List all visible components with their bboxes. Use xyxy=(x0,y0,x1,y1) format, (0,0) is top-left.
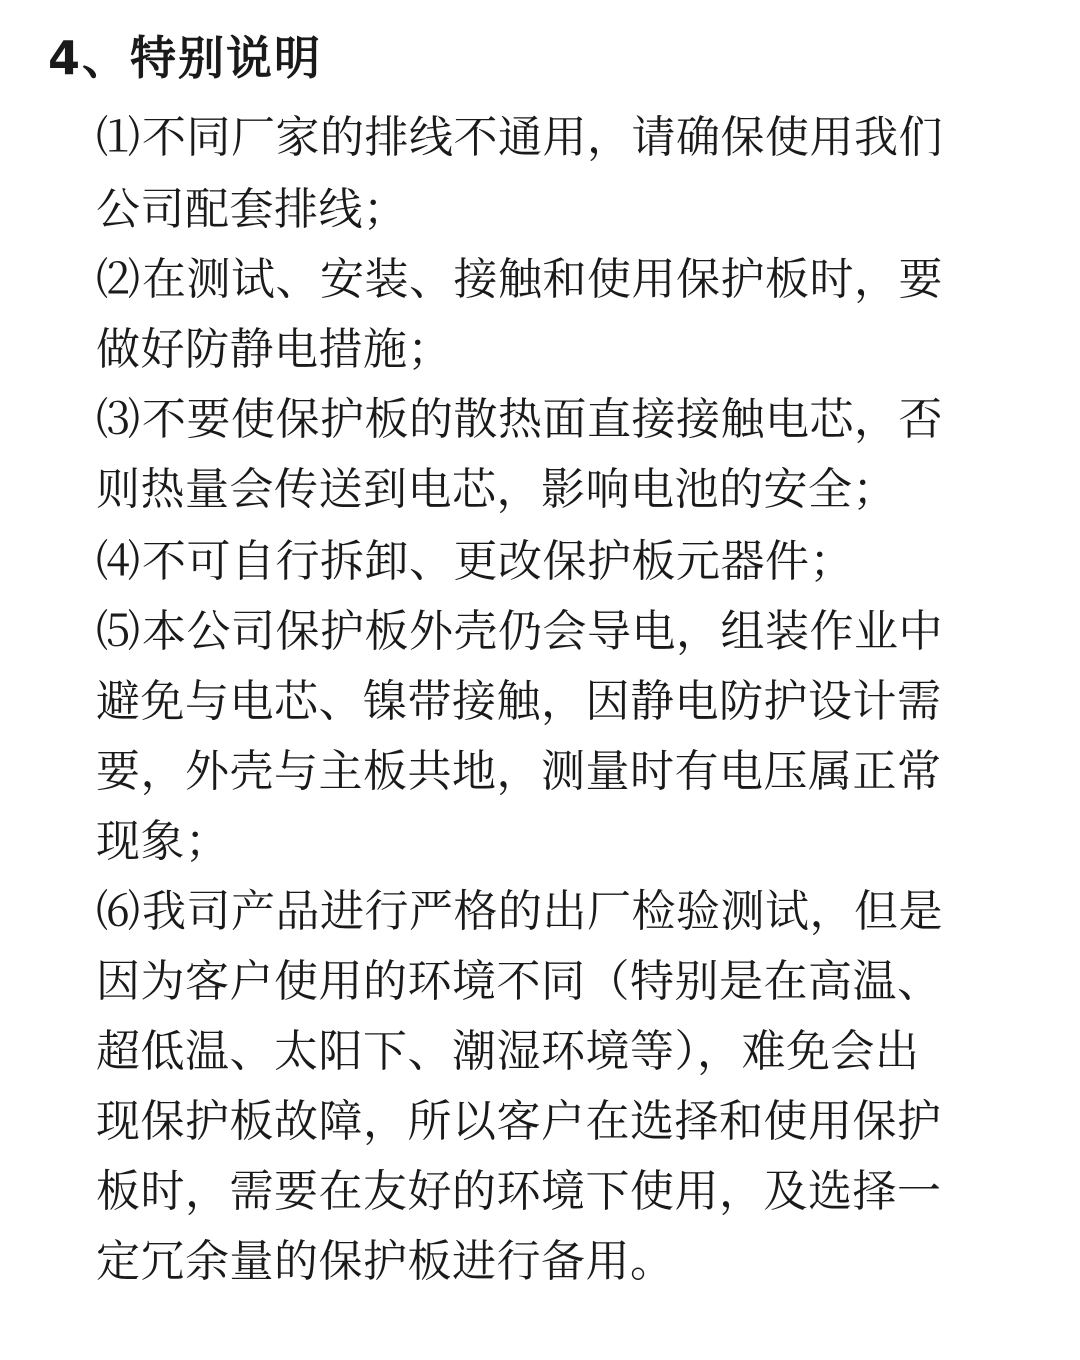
item-5-line-3: 要，外壳与主板共地，测量时有电压属正常 xyxy=(96,746,942,797)
item-6-line-1 xyxy=(96,884,943,940)
item-6-line-2: 因为客户使用的环境不同（特别是在高温、 xyxy=(96,956,942,1007)
item-3-text-1: 不要使保护板的散热面直接接触电芯，否 xyxy=(142,394,943,445)
item-6-line-5: 板时，需要在友好的环境下使用，及选择一 xyxy=(96,1166,942,1217)
item-5-line-4: 现象； xyxy=(96,816,230,867)
item-4-number: ⑷ xyxy=(96,536,140,587)
item-2-line-2: 做好防静电措施； xyxy=(96,324,452,375)
item-3-line-1 xyxy=(96,392,943,448)
section-heading: 4、特别说明 xyxy=(48,31,323,85)
item-2-number: ⑵ xyxy=(96,254,140,305)
item-6-line-4: 现保护板故障，所以客户在选择和使用保护 xyxy=(96,1096,942,1147)
item-5-line-1 xyxy=(96,604,943,660)
item-1-number: ⑴ xyxy=(96,112,140,163)
item-6-number: ⑹ xyxy=(96,886,140,937)
item-3-number: ⑶ xyxy=(96,394,140,445)
item-6-text-1: 我司产品进行严格的出厂检验测试，但是 xyxy=(142,886,943,937)
item-2-line-1 xyxy=(96,252,943,308)
item-1-line-2: 公司配套排线； xyxy=(96,184,408,235)
item-1-text-1: 不同厂家的排线不通用，请确保使用我们 xyxy=(142,112,943,163)
item-5-line-2: 避免与电芯、镍带接触，因静电防护设计需 xyxy=(96,676,942,727)
item-4-text-1: 不可自行拆卸、更改保护板元器件； xyxy=(142,536,854,587)
item-5-text-1: 本公司保护板外壳仍会导电，组装作业中 xyxy=(142,606,943,657)
item-2-text-1: 在测试、安装、接触和使用保护板时，要 xyxy=(142,254,943,305)
item-6-line-3: 超低温、太阳下、潮湿环境等），难免会出 xyxy=(96,1026,920,1077)
item-3-line-2: 则热量会传送到电芯，影响电池的安全； xyxy=(96,464,897,515)
item-1-line-1 xyxy=(96,110,943,166)
item-5-number: ⑸ xyxy=(96,606,140,657)
item-6-line-6: 定冗余量的保护板进行备用。 xyxy=(96,1236,675,1287)
item-4-line-1 xyxy=(96,534,854,590)
